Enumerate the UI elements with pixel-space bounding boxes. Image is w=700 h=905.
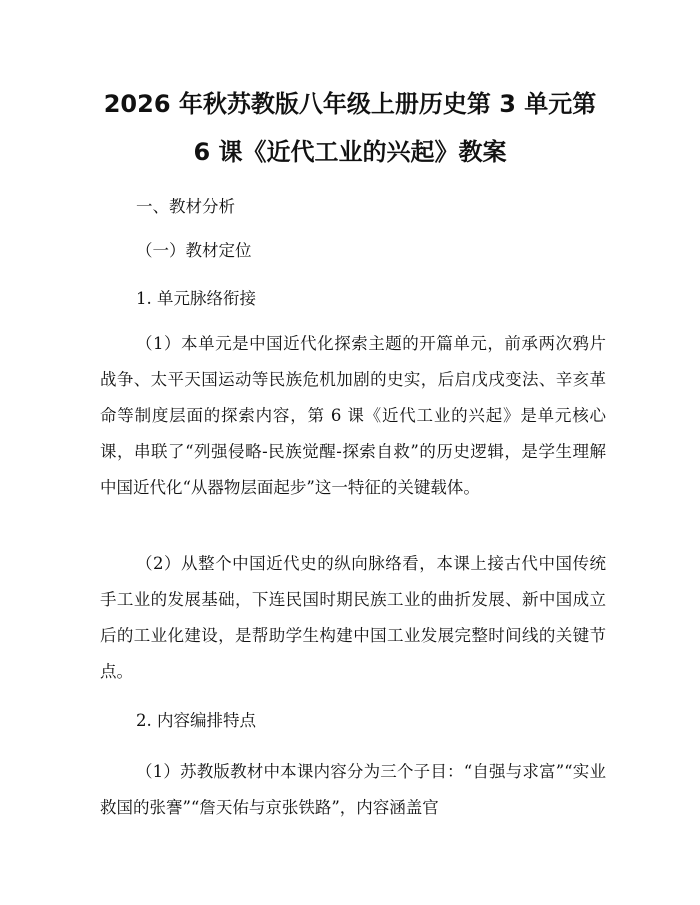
paragraph-historical-timeline: （2）从整个中国近代史的纵向脉络看，本课上接古代中国传统手工业的发展基础，下连民国时期民族工业的曲折发展、新中国成立后的工业化建设，是帮助学生构建中国工业发展完整时间线的关键节点。 (100, 554, 606, 681)
item-heading-unit-context: 1. 单元脉络衔接 (136, 289, 256, 308)
section-heading-analysis: 一、教材分析 (136, 197, 235, 216)
paragraph-content-structure: （1）苏教版教材中本课内容分为三个子目：“自强与求富”“实业救国的张謇”“詹天佑与京张铁路”，内容涵盖官 (100, 762, 606, 817)
subsection-heading-positioning: （一）教材定位 (136, 241, 252, 260)
item-heading-content-arrangement: 2. 内容编排特点 (136, 711, 256, 730)
document-title-line-1: 2026 年秋苏教版八年级上册历史第 3 单元第 (103, 90, 597, 118)
document-title-line-2: 6 课《近代工业的兴起》教案 (193, 138, 507, 166)
paragraph-unit-overview: （1）本单元是中国近代化探索主题的开篇单元，前承两次鸦片战争、太平天国运动等民族危机加剧的史实，后启戊戌变法、辛亥革命等制度层面的探索内容，第 6 课《近代工业的兴起》是单元核心课，串联了“列强侵略-民族觉醒-探索自救”的历史逻辑，是学生理解中国近代化“从器物层面起步”这一特征的关键载体。 (100, 334, 606, 497)
